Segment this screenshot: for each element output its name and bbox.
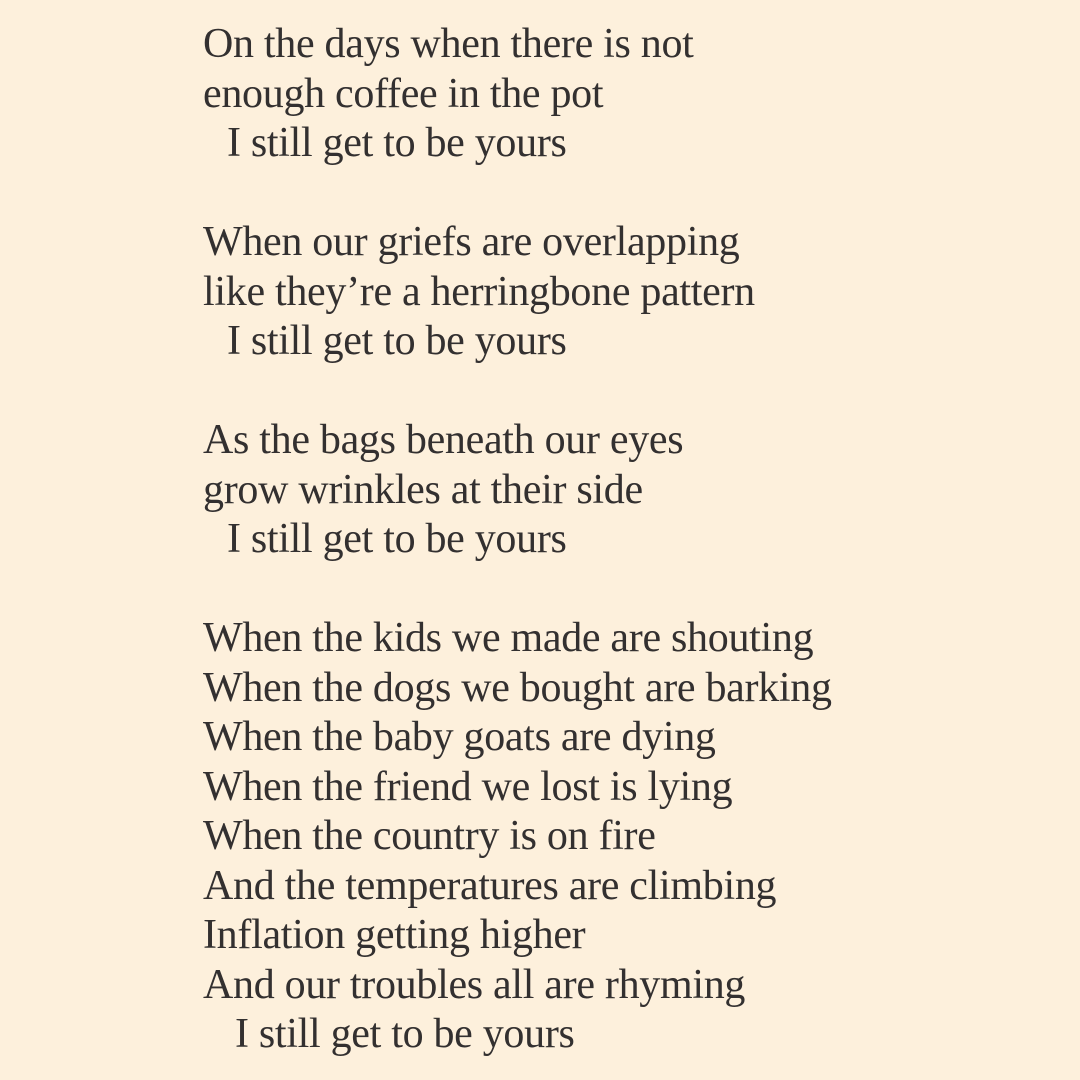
poem-line: And the temperatures are climbing <box>203 862 777 909</box>
stanza-1 <box>203 20 832 169</box>
poem-line: And our troubles all are rhyming <box>203 961 746 1008</box>
stanza-4 <box>203 614 832 1060</box>
poem-line: enough coffee in the pot <box>203 70 604 117</box>
poem-line: When the kids we made are shouting <box>203 615 814 661</box>
poem-line: When the baby goats are dying <box>203 714 716 760</box>
stanza-2 <box>203 218 832 367</box>
poem-line: When our griefs are overlapping <box>203 219 740 265</box>
refrain-line: I still get to be yours <box>227 318 567 364</box>
poem-line: On the days when there is not <box>203 21 694 67</box>
poem-line: As the bags beneath our eyes <box>203 417 684 463</box>
poem-line: When the country is on fire <box>203 813 656 859</box>
poem-line: When the friend we lost is lying <box>203 763 733 810</box>
poem-line: When the dogs we bought are barking <box>203 664 832 711</box>
stanza-3 <box>203 416 832 565</box>
refrain-line: I still get to be yours <box>227 120 567 166</box>
poem-text <box>203 20 832 1060</box>
poem-line: grow wrinkles at their side <box>203 466 643 513</box>
poem-line: like they’re a herringbone pattern <box>203 268 755 315</box>
refrain-line: I still get to be yours <box>227 516 567 562</box>
poem-line: Inflation getting higher <box>203 912 586 958</box>
refrain-line: I still get to be yours <box>235 1011 575 1057</box>
